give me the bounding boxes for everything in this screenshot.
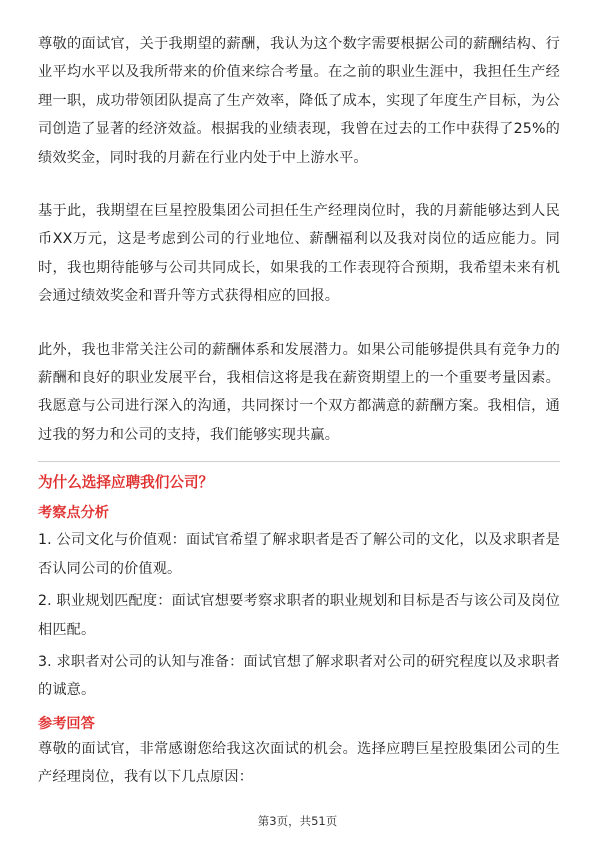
page-indicator: 第3页，共51页 [257, 814, 338, 828]
answer-paragraph: 尊敬的面试官，非常感谢您给我这次面试的机会。选择应聘巨星控股集团公司的生产经理岗位，我有以下几点原因： [38, 740, 560, 786]
section-divider [38, 461, 560, 462]
list-item [38, 526, 560, 583]
analysis-point-2: 2. 职业规划匹配度：面试官想要考察求职者的职业规划和目标是否与该公司及岗位相匹配。 [38, 593, 560, 638]
salary-paragraph-3: 此外，我也非常关注公司的薪酬体系和发展潜力。如果公司能够提供具有竞争力的薪酬和良好的职业发展平台，我相信这将是我在薪资期望上的一个重要考量因素。我愿意与公司进行深入的沟通，共同探讨一个双方都满意的薪酬方案。我相信，通过我的努力和公司的支持，我们能够实现共赢。 [38, 341, 560, 443]
list-item [38, 648, 560, 705]
list-item [38, 587, 560, 644]
salary-paragraph-2: 基于此，我期望在巨星控股集团公司担任生产经理岗位时，我的月薪能够达到人民币XX万元，这是考虑到公司的行业地位、薪酬福利以及我对岗位的适应能力。同时，我也期待能够与公司共同成长，如果我的工作表现符合预期，我希望未来有机会通过绩效奖金和晋升等方式获得相应的回报。 [38, 203, 560, 305]
answer-heading: 参考回答 [38, 715, 95, 732]
analysis-point-1: 1. 公司文化与价值观：面试官希望了解求职者是否了解公司的文化，以及求职者是否认同公司的价值观。 [38, 532, 560, 577]
question-title: 为什么选择应聘我们公司？ [38, 474, 214, 492]
analysis-points-list [38, 526, 560, 704]
salary-paragraph-1: 尊敬的面试官，关于我期望的薪酬，我认为这个数字需要根据公司的薪酬结构、行业平均水平以及我所带来的价值来综合考量。在之前的职业生涯中，我担任生产经理一职，成功带领团队提高了生产效率，降低了成本，实现了年度生产目标，为公司创造了显著的经济效益。根据我的业绩表现，我曾在过去的工作中获得了25%的绩效奖金，同时我的月薪在行业内处于中上游水平。 [38, 36, 560, 166]
document-page [38, 30, 560, 792]
analysis-point-3: 3. 求职者对公司的认知与准备：面试官想了解求职者对公司的研究程度以及求职者的诚意。 [38, 653, 560, 699]
analysis-heading: 考察点分析 [38, 505, 109, 522]
